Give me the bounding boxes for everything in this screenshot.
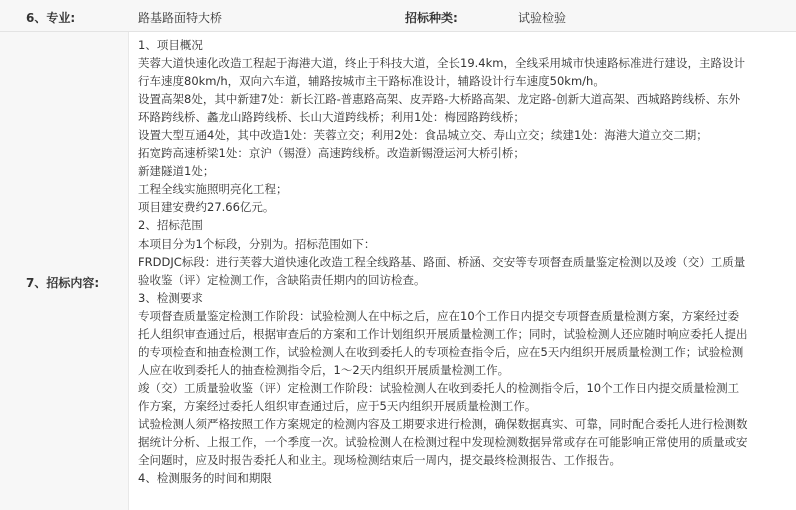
row-major [0,0,796,32]
tender-type-label: 招标种类: [405,11,458,25]
tender-content-label: 7、招标内容: [26,276,100,290]
content-line: 专项督查质量鉴定检测工作阶段：试验检测人在中标之后，应在10个工作日内提交专项督查质量检测方案，方案经过委 [138,308,740,323]
row-tender-content [0,32,796,510]
content-line: 芙蓉大道快速化改造工程起于海港大道，终止于科技大道，全长19.4km，全线采用城市快速路标准进行建设，主路设计 [138,56,745,71]
content-line: 本项目分为1个标段，分别为。招标范围如下： [138,236,376,251]
major-value: 路基路面特大桥 [138,11,223,25]
content-line: 试验检测人须严格按照工作方案规定的检测内容及工期要求进行检测，确保数据真实、可靠，同时配合委托人进行检测数 [138,416,748,431]
content-line: 项目建安费约27.66亿元。 [138,200,275,215]
content-line: 4、检测服务的时间和期限 [138,471,272,486]
content-line: 托人组织审查通过后，根据审查后的方案和工作计划组织开展质量检测工作；同时，试验检测人还应随时响应委托人提出 [138,326,748,341]
column-divider [128,32,129,510]
content-line: 的专项检查和抽查检测工作，试验检测人在收到委托人的专项检查指令后，应在5天内组织开展质量检测工作；试验检测 [138,344,744,359]
content-line: 竣（交）工质量验收鉴（评）定检测工作阶段：试验检测人在收到委托人的检测指令后，10个工作日内提交质量检测工 [138,380,740,395]
content-line: 验收鉴（评）定检测工作，含缺陷责任期内的回访检查。 [138,272,426,287]
content-line: 环路跨线桥、蠡龙山路跨线桥、长山大道跨线桥；利用1处：梅园路跨线桥； [138,110,525,125]
content-line: 新建隧道1处； [138,164,215,179]
tender-content-text [138,36,790,487]
content-line: 拓宽跨高速桥梁1处：京沪（锡澄）高速跨线桥。改造新锡澄运河大桥引桥； [138,146,525,161]
content-line: 作方案，方案经过委托人组织审查通过后，应于5天内组织开展质量检测工作。 [138,398,537,413]
content-line: 2、招标范围 [138,218,203,233]
content-line: 全问题时，应及时报告委托人和业主。现场检测结束后一周内，提交最终检测报告、工作报告。 [138,453,621,468]
content-line: 3、检测要求 [138,290,203,305]
content-line: 据统计分析、上报工作，一个季度一次。试验检测人在检测过程中发现检测数据异常或存在可能影响正常使用的质量或安 [138,435,748,450]
content-line: FRDDJC标段：进行芙蓉大道快速化改造工程全线路基、路面、桥涵、交安等专项督查质量鉴定检测以及竣（交）工质量 [138,254,746,269]
content-line: 设置大型互通4处，其中改造1处：芙蓉立交；利用2处：食品城立交、寿山立交；续建1处：海港大道立交二期； [138,128,708,143]
major-label: 6、专业: [26,11,76,25]
content-line: 行车速度80km/h，双向六车道，辅路按城市主干路标准设计，辅路设计行车速度50km/h。 [138,74,605,89]
content-line: 人应在收到委托人的抽查检测指令后，1～2天内组织开展质量检测工作。 [138,362,510,377]
tender-type-value: 试验检验 [518,11,567,25]
content-line: 1、项目概况 [138,38,203,52]
content-line: 设置高架8处，其中新建7处：新长江路-普惠路高架、皮弄路-大桥路高架、龙定路-创新大道高架、西城路跨线桥、东外 [138,92,741,107]
content-line: 工程全线实施照明亮化工程； [138,182,288,197]
tender-content-label-cell [0,32,128,510]
